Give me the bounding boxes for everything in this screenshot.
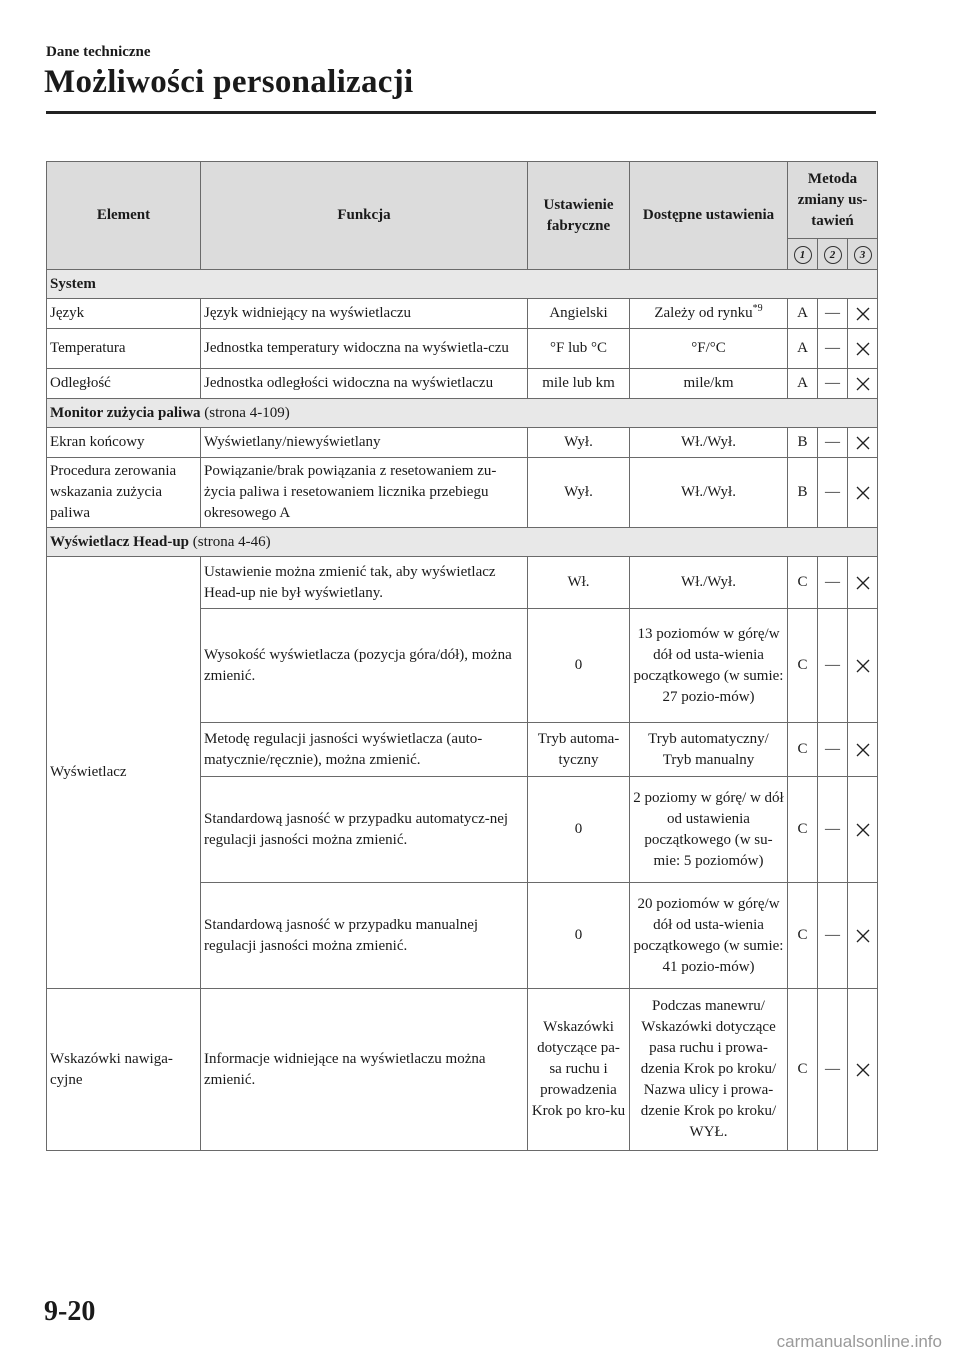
method-3-cell xyxy=(848,723,878,777)
function-cell: Informacje widniejące na wyświetlaczu można zmienić. xyxy=(201,989,528,1151)
available-settings-text: 20 poziomów w górę/w dół od usta-wienia początkowego (w sumie: 41 pozio-mów) xyxy=(633,895,784,975)
method-1-cell: C xyxy=(788,609,818,723)
header-ustawienie: Ustawienie fabryczne xyxy=(528,162,630,270)
method-2-cell: — xyxy=(818,329,848,369)
method-3-header xyxy=(848,239,878,270)
page-number: 9-20 xyxy=(44,1296,96,1327)
table-body xyxy=(47,270,878,1151)
factory-setting-cell: 0 xyxy=(528,609,630,723)
section-title: Wyświetlacz Head-up xyxy=(50,533,190,550)
page-title: Możliwości personalizacji xyxy=(44,64,414,100)
method-3-cell xyxy=(848,369,878,399)
table-row xyxy=(47,458,878,528)
method-1-circle: 1 xyxy=(794,246,812,264)
title-rule xyxy=(46,111,876,114)
element-cell: Procedura zerowania wskazania zużycia paliwa xyxy=(47,458,201,528)
method-2-circle: 2 xyxy=(824,246,842,264)
method-2-cell: — xyxy=(818,458,848,528)
section-page-reference: (strona 4-109) xyxy=(204,404,290,421)
element-cell: Wskazówki nawiga-cyjne xyxy=(47,989,201,1151)
factory-setting-cell: Wył. xyxy=(528,458,630,528)
method-3-cell xyxy=(848,329,878,369)
function-cell: Język widniejący na wyświetlaczu xyxy=(201,299,528,329)
method-3-cell xyxy=(848,458,878,528)
table-row xyxy=(47,428,878,458)
header-metoda: Metoda zmiany us-tawień xyxy=(788,162,878,239)
available-settings-text: 2 poziomy w górę/ w dół od ustawienia początkowego (w su-mie: 5 poziomów) xyxy=(633,789,784,869)
function-cell: Standardową jasność w przypadku manualnej regulacji jasności można zmienić. xyxy=(201,883,528,989)
factory-setting-cell: 0 xyxy=(528,777,630,883)
available-settings-text: Wł./Wył. xyxy=(681,574,736,590)
method-1-cell: C xyxy=(788,557,818,609)
method-2-cell: — xyxy=(818,557,848,609)
method-3-cell xyxy=(848,299,878,329)
method-2-cell: — xyxy=(818,723,848,777)
method-2-header xyxy=(818,239,848,270)
table-row xyxy=(47,329,878,369)
not-available-cross-icon xyxy=(855,575,871,591)
method-2-cell: — xyxy=(818,777,848,883)
method-1-cell: B xyxy=(788,428,818,458)
available-settings-cell xyxy=(630,723,788,777)
available-settings-cell xyxy=(630,458,788,528)
available-settings-text: °F/°C xyxy=(691,340,726,356)
not-available-cross-icon xyxy=(855,822,871,838)
available-settings-text: 13 poziomów w górę/w dół od usta-wienia początkowego (w sumie: 27 pozio-mów) xyxy=(633,625,784,705)
method-2-cell: — xyxy=(818,609,848,723)
available-settings-cell xyxy=(630,428,788,458)
header-funkcja: Funkcja xyxy=(201,162,528,270)
table-row xyxy=(47,299,878,329)
method-3-cell xyxy=(848,777,878,883)
section-title: System xyxy=(50,275,96,292)
method-1-cell: C xyxy=(788,723,818,777)
not-available-cross-icon xyxy=(855,485,871,501)
not-available-cross-icon xyxy=(855,928,871,944)
section-title: Monitor zużycia paliwa xyxy=(50,404,201,421)
table-row xyxy=(47,557,878,609)
table-row xyxy=(47,369,878,399)
section-row xyxy=(47,270,878,299)
function-cell: Ustawienie można zmienić tak, aby wyświetlacz Head-up nie był wyświetlany. xyxy=(201,557,528,609)
available-settings-cell xyxy=(630,369,788,399)
method-1-cell: A xyxy=(788,329,818,369)
available-settings-text: mile/km xyxy=(683,375,734,391)
method-3-cell xyxy=(848,428,878,458)
header-dostepne: Dostępne ustawienia xyxy=(630,162,788,270)
customization-table xyxy=(46,161,878,1151)
available-settings-text: Zależy od rynku xyxy=(654,305,753,321)
element-cell: Temperatura xyxy=(47,329,201,369)
section-row xyxy=(47,399,878,428)
not-available-cross-icon xyxy=(855,306,871,322)
table-row xyxy=(47,989,878,1151)
not-available-cross-icon xyxy=(855,341,871,357)
function-cell: Wysokość wyświetlacza (pozycja góra/dół), można zmienić. xyxy=(201,609,528,723)
method-2-cell: — xyxy=(818,989,848,1151)
footnote-marker: *9 xyxy=(752,303,763,314)
section-title-cell xyxy=(47,399,878,428)
available-settings-cell xyxy=(630,329,788,369)
method-1-cell: C xyxy=(788,883,818,989)
method-2-cell: — xyxy=(818,428,848,458)
method-3-cell xyxy=(848,609,878,723)
section-title-cell xyxy=(47,270,878,299)
factory-setting-cell: °F lub °C xyxy=(528,329,630,369)
method-1-header xyxy=(788,239,818,270)
not-available-cross-icon xyxy=(855,742,871,758)
function-cell: Powiązanie/brak powiązania z resetowaniem zu-życia paliwa i resetowaniem licznika przebiegu okresowego A xyxy=(201,458,528,528)
method-1-cell: A xyxy=(788,369,818,399)
factory-setting-cell: Angielski xyxy=(528,299,630,329)
section-row xyxy=(47,528,878,557)
function-cell: Jednostka temperatury widoczna na wyświetla-czu xyxy=(201,329,528,369)
factory-setting-cell: Tryb automa-tyczny xyxy=(528,723,630,777)
available-settings-cell xyxy=(630,883,788,989)
section-title-cell xyxy=(47,528,878,557)
available-settings-cell xyxy=(630,777,788,883)
header-element: Element xyxy=(47,162,201,270)
function-cell: Standardową jasność w przypadku automatycz-nej regulacji jasności można zmienić. xyxy=(201,777,528,883)
available-settings-text: Wł./Wył. xyxy=(681,434,736,450)
factory-setting-cell: Wył. xyxy=(528,428,630,458)
element-cell: Odległość xyxy=(47,369,201,399)
available-settings-cell xyxy=(630,609,788,723)
factory-setting-cell: mile lub km xyxy=(528,369,630,399)
available-settings-text: Wł./Wył. xyxy=(681,484,736,500)
method-2-cell: — xyxy=(818,299,848,329)
not-available-cross-icon xyxy=(855,435,871,451)
factory-setting-cell: Wskazówki dotyczące pa-sa ruchu i prowadzenia Krok po kro-ku xyxy=(528,989,630,1151)
not-available-cross-icon xyxy=(855,376,871,392)
function-cell: Metodę regulacji jasności wyświetlacza (auto-matycznie/ręcznie), można zmienić. xyxy=(201,723,528,777)
element-cell: Język xyxy=(47,299,201,329)
method-1-cell: C xyxy=(788,777,818,883)
method-3-cell xyxy=(848,989,878,1151)
function-cell: Wyświetlany/niewyświetlany xyxy=(201,428,528,458)
factory-setting-cell: 0 xyxy=(528,883,630,989)
method-3-circle: 3 xyxy=(854,246,872,264)
method-3-cell xyxy=(848,557,878,609)
section-label: Dane techniczne xyxy=(46,44,151,60)
method-1-cell: C xyxy=(788,989,818,1151)
watermark: carmanualsonline.info xyxy=(776,1332,942,1351)
available-settings-cell xyxy=(630,557,788,609)
method-3-cell xyxy=(848,883,878,989)
not-available-cross-icon xyxy=(855,1062,871,1078)
section-page-reference: (strona 4-46) xyxy=(192,533,271,550)
available-settings-cell xyxy=(630,989,788,1151)
factory-setting-cell: Wł. xyxy=(528,557,630,609)
function-cell: Jednostka odległości widoczna na wyświetlaczu xyxy=(201,369,528,399)
available-settings-cell xyxy=(630,299,788,329)
element-cell: Wyświetlacz xyxy=(47,557,201,989)
method-1-cell: A xyxy=(788,299,818,329)
available-settings-text: Podczas manewru/ Wskazówki dotyczące pasa ruchu i prowa-dzenia Krok po kroku/ Nazwa ulicy i prowa-dzenie Krok po kroku/ WYŁ. xyxy=(640,998,777,1140)
not-available-cross-icon xyxy=(855,658,871,674)
method-2-cell: — xyxy=(818,369,848,399)
method-2-cell: — xyxy=(818,883,848,989)
element-cell: Ekran końcowy xyxy=(47,428,201,458)
method-1-cell: B xyxy=(788,458,818,528)
available-settings-text: Tryb automatyczny/ Tryb manualny xyxy=(648,730,769,768)
